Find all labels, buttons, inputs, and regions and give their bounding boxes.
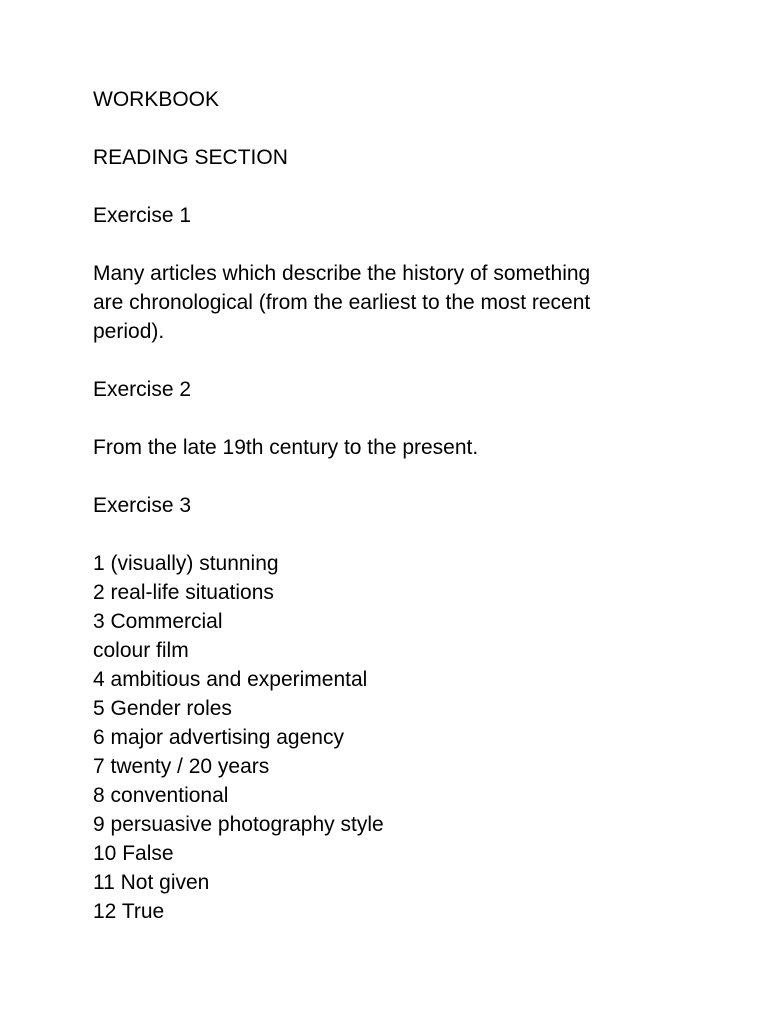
document-page (93, 85, 673, 926)
exercise-1-heading: Exercise 1 (93, 204, 192, 227)
document-title: WORKBOOK (93, 88, 220, 111)
spacer (93, 346, 673, 375)
answer-item: 2 real-life situations (93, 581, 274, 604)
answer-item: 8 conventional (93, 784, 229, 807)
exercise-2-heading: Exercise 2 (93, 378, 192, 401)
section-heading: READING SECTION (93, 146, 288, 169)
answer-item: 12 True (93, 900, 165, 923)
answer-item: 3 Commercial (93, 610, 223, 633)
answer-item: 1 (visually) stunning (93, 552, 279, 575)
answer-item: 7 twenty / 20 years (93, 755, 270, 778)
spacer (93, 462, 673, 491)
spacer (93, 230, 673, 259)
exercise-1-text-line: are chronological (from the earliest to the most recent (93, 291, 591, 314)
exercise-3-heading: Exercise 3 (93, 494, 192, 517)
spacer (93, 520, 673, 549)
exercise-2-text: From the late 19th century to the present. (93, 436, 479, 459)
spacer (93, 404, 673, 433)
answer-list (93, 549, 673, 926)
answer-item: 11 Not given (93, 871, 210, 894)
answer-item: colour film (93, 639, 189, 662)
exercise-1-text-line: Many articles which describe the history of something (93, 262, 591, 285)
exercise-1-text-line: period). (93, 320, 165, 343)
answer-item: 6 major advertising agency (93, 726, 344, 749)
answer-item: 4 ambitious and experimental (93, 668, 368, 691)
answer-item: 5 Gender roles (93, 697, 232, 720)
spacer (93, 172, 673, 201)
answer-item: 10 False (93, 842, 174, 865)
spacer (93, 114, 673, 143)
answer-item: 9 persuasive photography style (93, 813, 384, 836)
